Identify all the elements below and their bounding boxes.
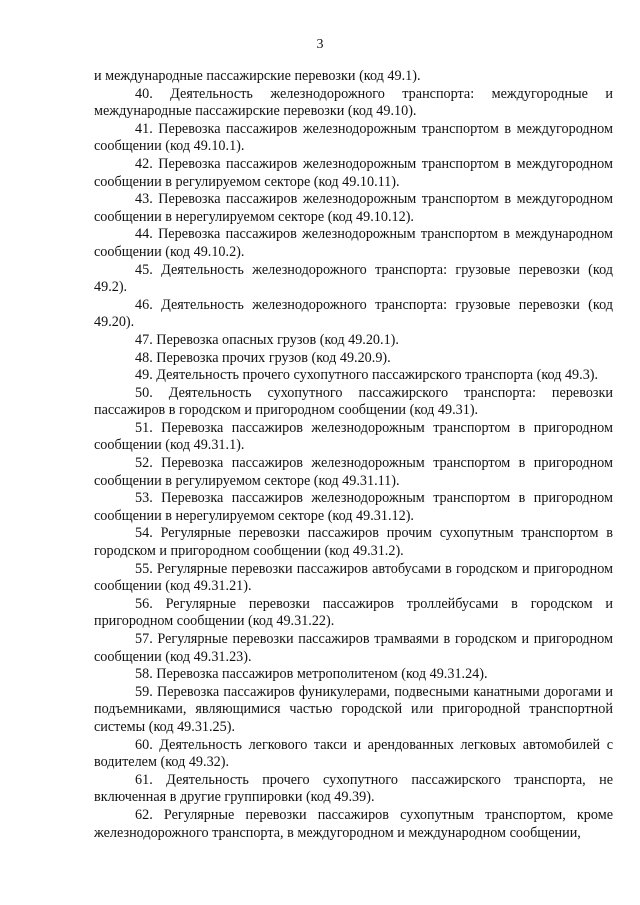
paragraph-58: 58. Перевозка пассажиров метрополитеном (код 49.31.24). <box>135 666 488 683</box>
paragraph-52: 52. Перевозка пассажиров железнодорожным транспортом в пригородном сообщении в регулируемом секторе (код 49.31.11). <box>94 455 613 489</box>
paragraph-51: 51. Перевозка пассажиров железнодорожным транспортом в пригородном сообщении (код 49.31.1). <box>94 419 613 454</box>
paragraph-42: 42. Перевозка пассажиров железнодорожным транспортом в междугородном сообщении в регулируемом секторе (код 49.10.11). <box>94 155 613 190</box>
paragraph-59: 59. Перевозка пассажиров фуникулерами, подвесными канатными дорогами и подъемниками, являющимися частью городской или пригородной транспортной системы (код 49.31.25). <box>94 683 613 735</box>
paragraph-49: 49. Деятельность прочего сухопутного пассажирского транспорта (код 49.3). <box>135 367 599 384</box>
paragraph-50: 50. Деятельность сухопутного пассажирского транспорта: перевозки пассажиров в городском и пригородном сообщении (код 49.31). <box>94 384 613 419</box>
paragraph-54: 54. Регулярные перевозки пассажиров прочим сухопутным транспортом в городском и пригородном сообщении (код 49.31.2). <box>94 525 613 560</box>
document-body <box>94 68 613 842</box>
paragraph-47: 47. Перевозка опасных грузов (код 49.20.1). <box>135 331 399 348</box>
paragraph-62: 62. Регулярные перевозки пассажиров сухопутным транспортом, кроме железнодорожного транспорта, в междугородном и международном сообщении, <box>94 806 613 841</box>
paragraph-45: 45. Деятельность железнодорожного транспорта: грузовые перевозки (код 49.2). <box>94 261 613 296</box>
paragraph-continuation: и международные пассажирские перевозки (код 49.1). <box>94 68 421 84</box>
paragraph-43: 43. Перевозка пассажиров железнодорожным транспортом в междугородном сообщении в нерегулируемом секторе (код 49.10.12). <box>94 191 613 225</box>
paragraph-61: 61. Деятельность прочего сухопутного пассажирского транспорта, не включенная в другие группировки (код 49.39). <box>94 771 613 806</box>
paragraph-48: 48. Перевозка прочих грузов (код 49.20.9). <box>135 349 391 366</box>
page-number: 3 <box>316 37 324 52</box>
paragraph-46: 46. Деятельность железнодорожного транспорта: грузовые перевозки (код 49.20). <box>94 296 613 331</box>
paragraph-55: 55. Регулярные перевозки пассажиров автобусами в городском и пригородном сообщении (код 49.31.21). <box>94 560 613 595</box>
paragraph-60: 60. Деятельность легкового такси и арендованных легковых автомобилей с водителем (код 49.32). <box>94 736 613 771</box>
paragraph-40: 40. Деятельность железнодорожного транспорта: междугородные и международные пассажирские перевозки (код 49.10). <box>94 85 613 120</box>
paragraph-56: 56. Регулярные перевозки пассажиров троллейбусами в городском и пригородном сообщении (код 49.31.22). <box>94 595 613 630</box>
paragraph-44: 44. Перевозка пассажиров железнодорожным транспортом в международном сообщении (код 49.10.2). <box>94 226 613 260</box>
paragraph-41: 41. Перевозка пассажиров железнодорожным транспортом в междугородном сообщении (код 49.10.1). <box>94 120 613 155</box>
paragraph-53: 53. Перевозка пассажиров железнодорожным транспортом в пригородном сообщении в нерегулируемом секторе (код 49.31.12). <box>94 490 613 524</box>
paragraph-57: 57. Регулярные перевозки пассажиров трамваями в городском и пригородном сообщении (код 49.31.23). <box>94 631 613 665</box>
